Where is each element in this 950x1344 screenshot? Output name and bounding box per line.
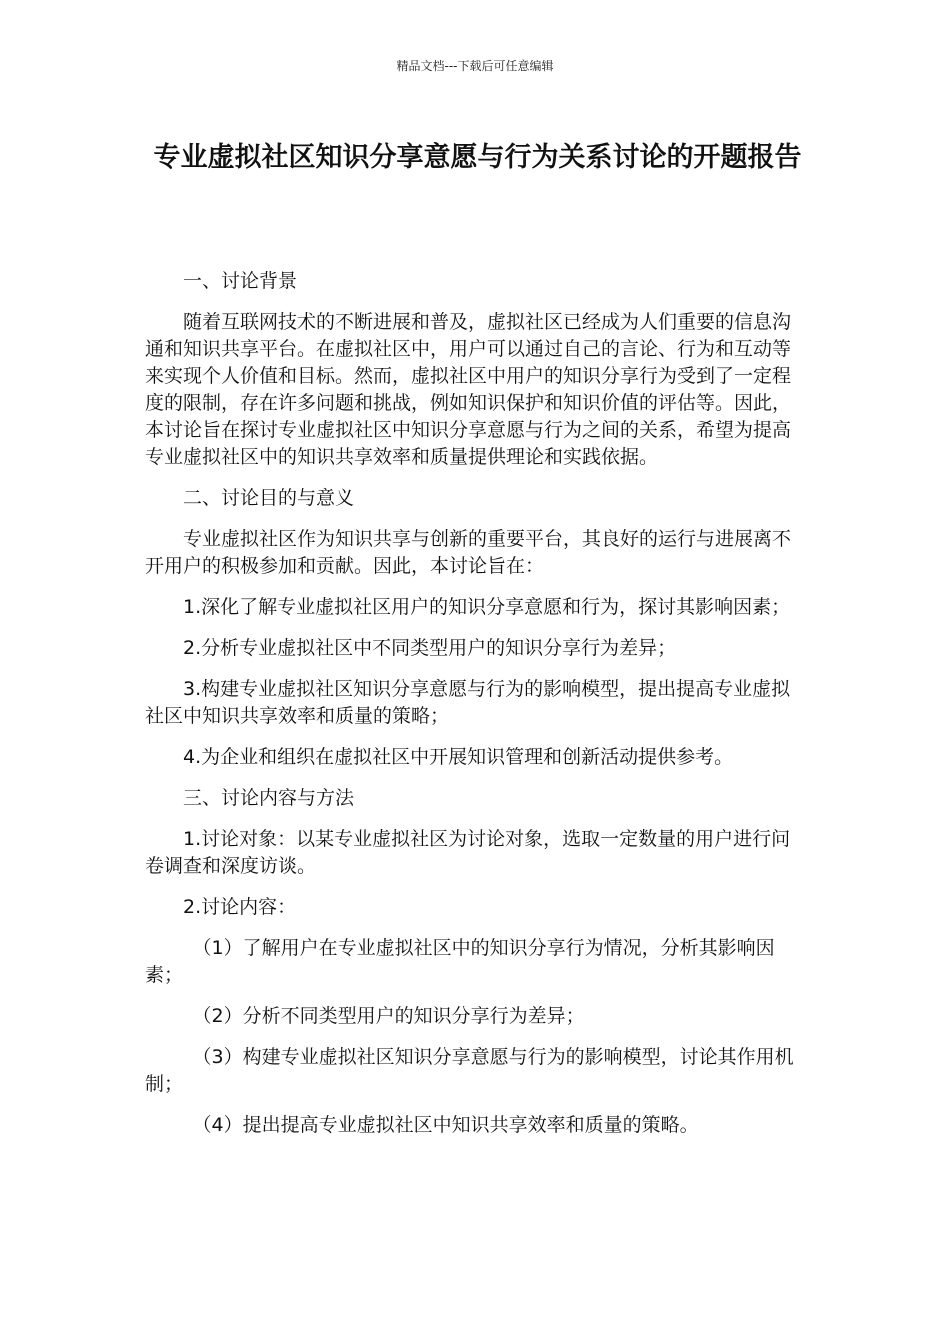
sub-item-2: （2）分析不同类型用户的知识分享行为差异； — [192, 1005, 585, 1027]
list-item-purpose-2: 2.分析专业虚拟社区中不同类型用户的知识分享行为差异； — [183, 637, 677, 659]
sub-item-3: （3）构建专业虚拟社区知识分享意愿与行为的影响模型，讨论其作用机制； — [145, 1046, 794, 1095]
sub-item-4: （4）提出提高专业虚拟社区中知识共享效率和质量的策略。 — [192, 1114, 699, 1136]
paragraph-purpose-intro: 专业虚拟社区作为知识共享与创新的重要平台，其良好的运行与进展离不开用户的积极参加和贡献。因此，本讨论旨在： — [145, 528, 792, 577]
list-item-research-object: 1.讨论对象：以某专业虚拟社区为讨论对象，选取一定数量的用户进行问卷调查和深度访谈。 — [145, 828, 791, 877]
section-heading-content-method: 三、讨论内容与方法 — [183, 787, 355, 809]
section-heading-background: 一、讨论背景 — [183, 270, 298, 292]
section-heading-purpose: 二、讨论目的与意义 — [183, 487, 355, 509]
list-item-purpose-4: 4.为企业和组织在虚拟社区中开展知识管理和创新活动提供参考。 — [183, 746, 734, 768]
list-item-research-content: 2.讨论内容： — [183, 896, 297, 918]
page-header: 精品文档---下载后可任意编辑 — [396, 59, 554, 73]
list-item-purpose-3: 3.构建专业虚拟社区知识分享意愿与行为的影响模型，提出提高专业虚拟社区中知识共享效率和质量的策略； — [145, 678, 791, 727]
list-item-purpose-1: 1.深化了解专业虚拟社区用户的知识分享意愿和行为，探讨其影响因素； — [183, 596, 791, 618]
paragraph-background: 随着互联网技术的不断进展和普及，虚拟社区已经成为人们重要的信息沟通和知识共享平台。在虚拟社区中，用户可以通过自己的言论、行为和互动等来实现个人价值和目标。然而，虚拟社区中用户的知识分享行为受到了一定程度的限制，存在许多问题和挑战，例如知识保护和知识价值的评估等。因此，本讨论旨在探讨专业虚拟社区中知识分享意愿与行为之间的关系，希望为提高专业虚拟社区中的知识共享效率和质量提供理论和实践依据。 — [145, 311, 792, 468]
sub-item-1: （1）了解用户在专业虚拟社区中的知识分享行为情况，分析其影响因素； — [145, 937, 775, 986]
document-body — [145, 268, 805, 1153]
document-title: 专业虚拟社区知识分享意愿与行为关系讨论的开题报告 — [153, 142, 802, 173]
